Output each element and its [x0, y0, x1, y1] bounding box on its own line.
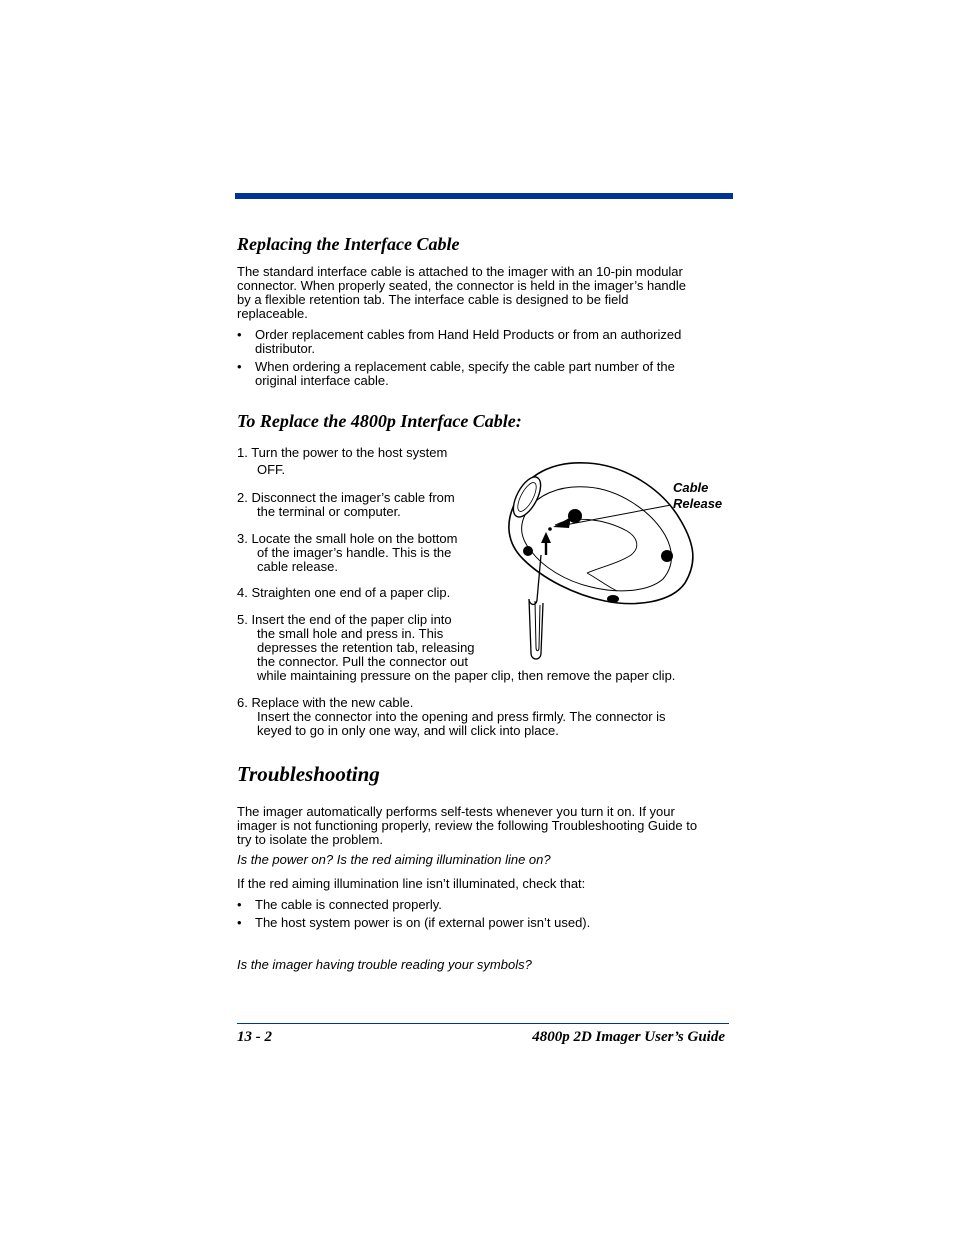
cable-release-hole [548, 527, 552, 531]
text-line: When ordering a replacement cable, specify the cable part number of the [255, 359, 675, 374]
label-line: Release [673, 496, 723, 511]
step-6 [237, 696, 666, 738]
intro-paragraph [237, 265, 686, 321]
text-line: Insert the connector into the opening and press firmly. The connector is [257, 709, 666, 724]
text-line: 4. Straighten one end of a paper clip. [237, 585, 451, 600]
bullet-symbol: • [237, 915, 242, 930]
bullet-symbol: • [237, 897, 242, 912]
text-line: by a flexible retention tab. The interface cable is designed to be field [237, 292, 629, 307]
step-1 [237, 446, 447, 477]
guide-title: 4800p 2D Imager User’s Guide [532, 1029, 725, 1045]
text-line: distributor. [255, 341, 315, 356]
text-line: of the imager’s handle. This is the [257, 545, 452, 560]
text-line: Order replacement cables from Hand Held Products or from an authorized [255, 327, 682, 342]
rubber-foot [661, 550, 673, 562]
list-item [237, 898, 737, 916]
text-line: original interface cable. [255, 373, 389, 388]
label-line: Cable [673, 480, 709, 495]
rubber-foot [523, 546, 533, 556]
rubber-foot [607, 595, 619, 603]
bullet-list-checks [237, 898, 737, 934]
check-intro: If the red aiming illumination line isn’t illuminated, check that: [237, 876, 586, 891]
footer-rule [237, 1023, 729, 1024]
text-line: The standard interface cable is attached to the imager with an 10-pin modular [237, 264, 683, 279]
text-line: replaceable. [237, 306, 308, 321]
text-line: imager is not functioning properly, review the following Troubleshooting Guide to [237, 818, 698, 833]
section-title-replacing-cable: Replacing the Interface Cable [237, 234, 460, 254]
list-item [237, 916, 737, 934]
figure-label-cable-release [673, 480, 722, 512]
bullet-symbol: • [237, 359, 242, 374]
bullet-text: The cable is connected properly. [255, 897, 442, 912]
header-rule [235, 193, 733, 199]
question-power: Is the power on? Is the red aiming illumination line on? [237, 852, 551, 867]
bullet-list-ordering [237, 328, 737, 392]
bullet-symbol: • [237, 327, 242, 342]
text-line: 1. Turn the power to the host system [237, 445, 448, 460]
step-4 [237, 586, 450, 600]
bullet-text: The host system power is on (if external power isn’t used). [255, 915, 591, 930]
text-line: 5. Insert the end of the paper clip into [237, 612, 452, 627]
text-line: try to isolate the problem. [237, 832, 383, 847]
text-line: while maintaining pressure on the paper clip, then remove the paper clip. [257, 668, 676, 683]
step-2 [237, 491, 455, 519]
text-line: connector. When properly seated, the connector is held in the imager’s handle [237, 278, 687, 293]
text-line: the terminal or computer. [257, 504, 401, 519]
text-line: cable release. [257, 559, 338, 574]
bullet-text [255, 360, 675, 388]
text-line: 6. Replace with the new cable. [237, 695, 414, 710]
page-number: 13 - 2 [237, 1029, 272, 1045]
list-item [237, 360, 737, 392]
section-title-replace-procedure: To Replace the 4800p Interface Cable: [237, 411, 522, 431]
section-title-troubleshooting: Troubleshooting [237, 762, 380, 786]
text-line: 2. Disconnect the imager’s cable from [237, 490, 455, 505]
text-line: depresses the retention tab, releasing [257, 640, 475, 655]
paper-clip-inner [535, 601, 540, 651]
step-3 [237, 532, 457, 574]
question-reading: Is the imager having trouble reading your symbols? [237, 957, 532, 972]
text-line: the connector. Pull the connector out [257, 654, 469, 669]
text-line: The imager automatically performs self-tests whenever you turn it on. If your [237, 804, 675, 819]
list-item [237, 328, 737, 360]
troubleshooting-intro [237, 805, 697, 847]
bullet-text [255, 328, 681, 356]
text-line: OFF. [257, 462, 286, 477]
text-line: 3. Locate the small hole on the bottom [237, 531, 458, 546]
text-line: keyed to go in only one way, and will click into place. [257, 723, 559, 738]
text-line: the small hole and press in. This [257, 626, 444, 641]
